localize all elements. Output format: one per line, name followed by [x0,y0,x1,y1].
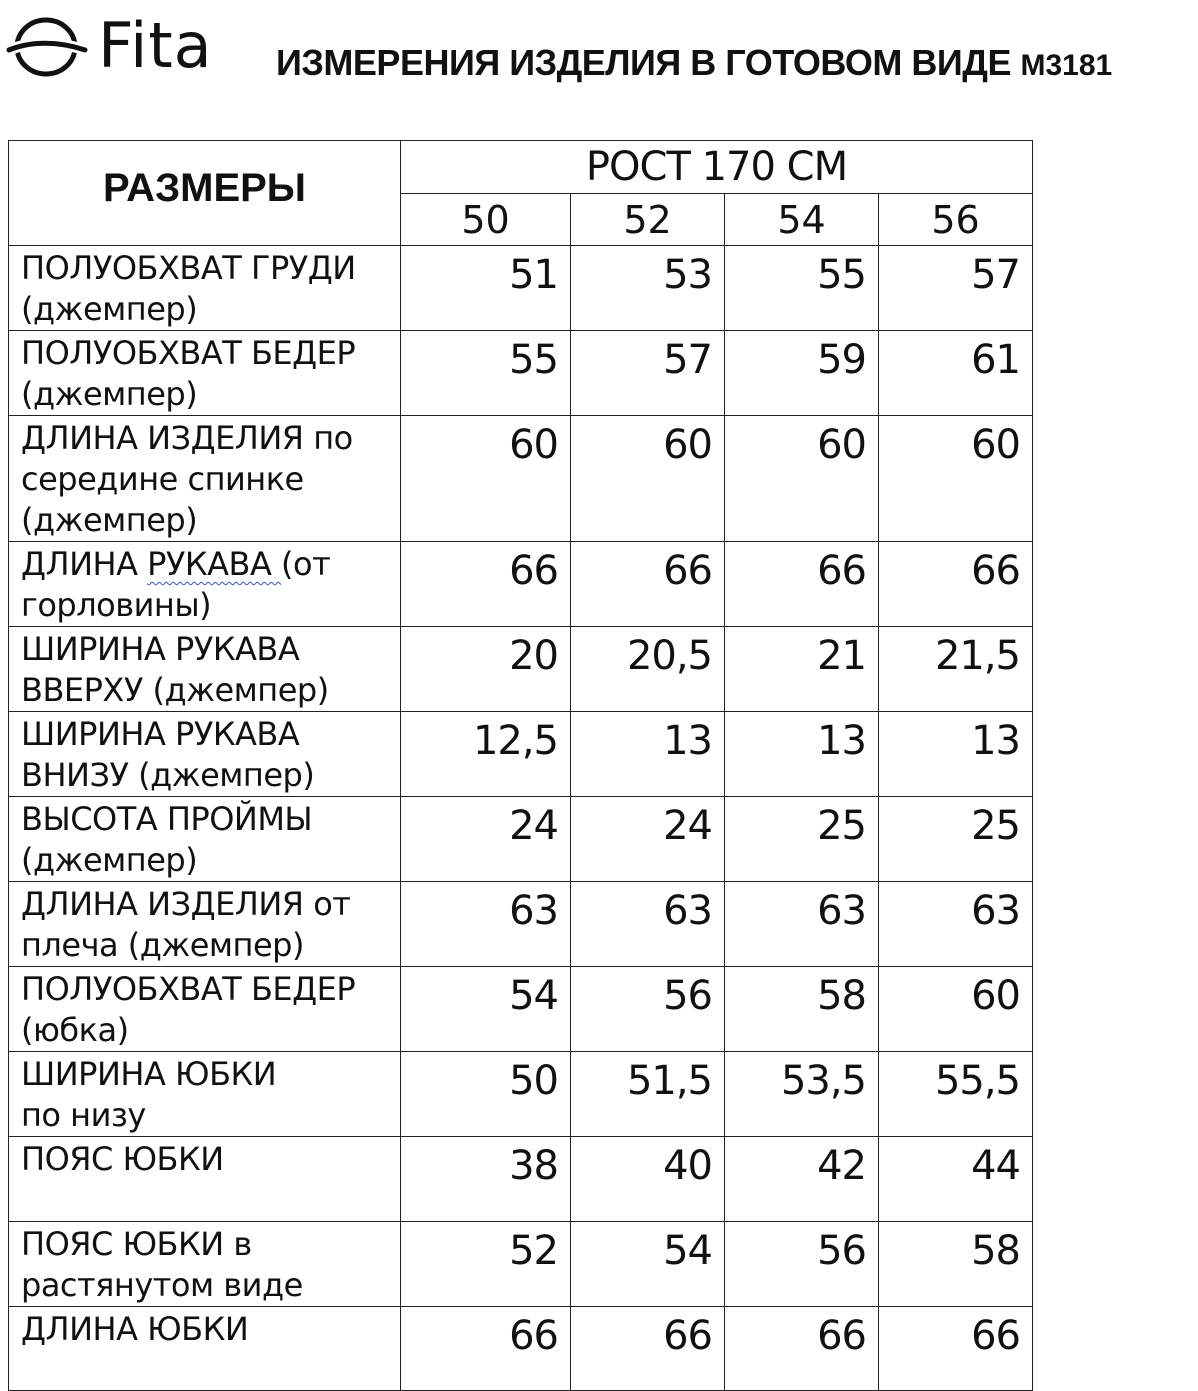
row-label: ПОЛУОБХВАТ БЕДЕР (джемпер) [9,331,401,416]
row-value: 66 [571,542,725,627]
measurements-body [9,246,1033,1391]
row-value: 58 [725,967,879,1052]
row-value: 66 [571,1307,725,1391]
table-row [9,1222,1033,1307]
size-header: 56 [879,194,1033,246]
row-label: ШИРИНА ЮБКИ по низу [9,1052,401,1137]
table-row [9,246,1033,331]
row-label: ПОЛУОБХВАТ ГРУДИ (джемпер) [9,246,401,331]
row-value: 21,5 [879,627,1033,712]
row-value: 57 [571,331,725,416]
sizes-header: РАЗМЕРЫ [9,141,401,246]
row-label: ШИРИНА РУКАВА ВНИЗУ (джемпер) [9,712,401,797]
measurements-table [8,140,1033,1391]
row-value: 60 [725,416,879,542]
row-value: 59 [725,331,879,416]
row-value: 52 [401,1222,571,1307]
row-value: 63 [725,882,879,967]
table-row [9,416,1033,542]
fita-logo-icon [6,13,88,79]
row-value: 60 [879,967,1033,1052]
row-value: 58 [879,1222,1033,1307]
row-label: ПОЛУОБХВАТ БЕДЕР (юбка) [9,967,401,1052]
brand-logo [6,8,213,84]
row-label-part: ДЛИНА [21,545,148,583]
row-value: 13 [571,712,725,797]
row-value: 55 [725,246,879,331]
size-header: 50 [401,194,571,246]
row-value: 63 [401,882,571,967]
size-header: 54 [725,194,879,246]
row-value: 61 [879,331,1033,416]
row-value: 56 [571,967,725,1052]
row-value: 53 [571,246,725,331]
row-value: 56 [725,1222,879,1307]
row-value: 66 [879,542,1033,627]
row-label: ДЛИНА ЮБКИ [9,1307,401,1391]
table-row [9,542,1033,627]
row-value: 44 [879,1137,1033,1222]
row-label: ВЫСОТА ПРОЙМЫ (джемпер) [9,797,401,882]
table-row [9,797,1033,882]
row-value: 12,5 [401,712,571,797]
row-value: 13 [879,712,1033,797]
row-value: 50 [401,1052,571,1137]
row-value: 20 [401,627,571,712]
row-value: 60 [571,416,725,542]
row-value: 57 [879,246,1033,331]
row-value: 20,5 [571,627,725,712]
header-row-height [9,141,1033,194]
model-code: М3181 [1020,49,1113,82]
page-title [276,42,1112,84]
row-value: 40 [571,1137,725,1222]
row-value: 13 [725,712,879,797]
row-value: 54 [401,967,571,1052]
table-row [9,331,1033,416]
row-value: 24 [401,797,571,882]
size-header: 52 [571,194,725,246]
row-value: 66 [725,1307,879,1391]
row-value: 55 [401,331,571,416]
row-value: 51,5 [571,1052,725,1137]
brand-name: Fita [98,9,213,82]
row-value: 55,5 [879,1052,1033,1137]
row-value: 66 [401,1307,571,1391]
row-value: 63 [879,882,1033,967]
row-value: 25 [725,797,879,882]
row-value: 38 [401,1137,571,1222]
row-value: 60 [879,416,1033,542]
height-header: РОСТ 170 СМ [401,141,1033,194]
row-value: 66 [879,1307,1033,1391]
row-label: ШИРИНА РУКАВА ВВЕРХУ (джемпер) [9,627,401,712]
row-value: 42 [725,1137,879,1222]
table-row [9,882,1033,967]
table-row [9,1052,1033,1137]
row-label [9,542,401,627]
row-label-part: (от горловины) [21,545,331,624]
row-label: ПОЯС ЮБКИ в растянутом виде [9,1222,401,1307]
row-value: 53,5 [725,1052,879,1137]
row-label: ДЛИНА ИЗДЕЛИЯ от плеча (джемпер) [9,882,401,967]
row-value: 63 [571,882,725,967]
row-value: 66 [401,542,571,627]
row-value: 60 [401,416,571,542]
title-text: ИЗМЕРЕНИЯ ИЗДЕЛИЯ В ГОТОВОМ ВИДЕ [276,42,1011,83]
row-label: ДЛИНА ИЗДЕЛИЯ по середине спинке (джемпер) [9,416,401,542]
row-value: 66 [725,542,879,627]
row-value: 25 [879,797,1033,882]
table-row [9,1307,1033,1391]
row-value: 54 [571,1222,725,1307]
row-value: 24 [571,797,725,882]
row-value: 51 [401,246,571,331]
row-label-part: РУКАВА [147,545,282,583]
row-value: 21 [725,627,879,712]
table-row [9,627,1033,712]
table-row [9,712,1033,797]
table-row [9,1137,1033,1222]
table-row [9,967,1033,1052]
row-label: ПОЯС ЮБКИ [9,1137,401,1222]
